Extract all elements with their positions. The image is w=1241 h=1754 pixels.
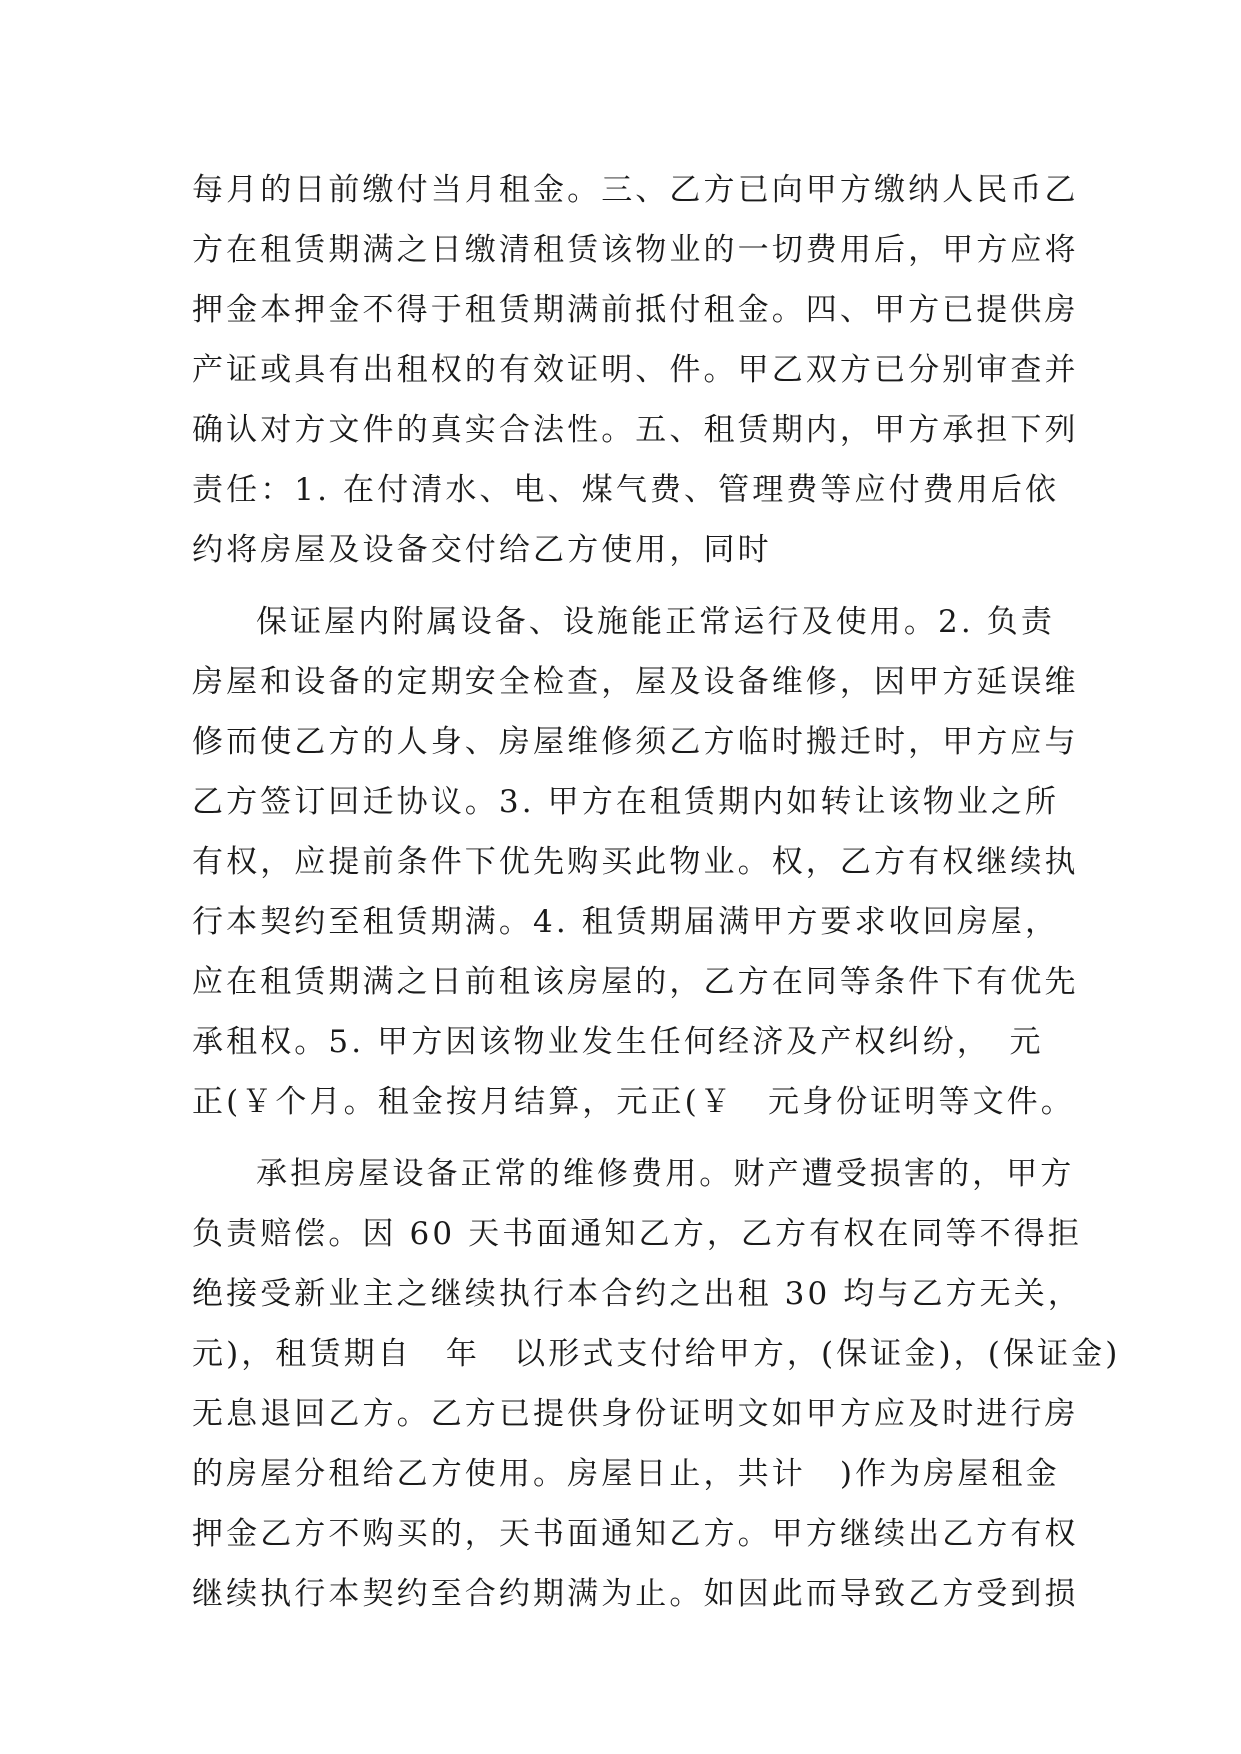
paragraph-1: [192, 160, 1079, 580]
text-line: 责任：1. 在付清水、电、煤气费、管理费等应付费用后依: [192, 472, 1060, 508]
paragraph-2: [192, 592, 1079, 1132]
text-line: 承租权。5. 甲方因该物业发生任何经济及产权纠纷， 元: [192, 1024, 1044, 1060]
paragraph-3: [192, 1144, 1121, 1624]
text-line: 确认对方文件的真实合法性。五、租赁期内，甲方承担下列: [192, 412, 1079, 448]
text-line: 负责赔偿。因 60 天书面通知乙方，乙方有权在同等不得拒: [192, 1216, 1082, 1252]
text-line: 押金乙方不购买的，天书面通知乙方。甲方继续出乙方有权: [192, 1516, 1079, 1552]
text-line: 行本契约至租赁期满。4. 租赁期届满甲方要求收回房屋，: [192, 904, 1060, 940]
text-line: 押金本押金不得于租赁期满前抵付租金。四、甲方已提供房: [192, 292, 1079, 328]
text-line: 有权，应提前条件下优先购买此物业。权，乙方有权继续执: [192, 844, 1079, 880]
text-line: 继续执行本契约至合约期满为止。如因此而导致乙方受到损: [192, 1576, 1079, 1612]
text-line: 应在租赁期满之日前租该房屋的，乙方在同等条件下有优先: [192, 964, 1079, 1000]
text-line: 每月的日前缴付当月租金。三、乙方已向甲方缴纳人民币乙: [192, 172, 1079, 208]
text-line: 约将房屋及设备交付给乙方使用，同时: [192, 532, 772, 568]
text-line: 绝接受新业主之继续执行本合约之出租 30 均与乙方无关，: [192, 1276, 1082, 1312]
text-line: 保证屋内附属设备、设施能正常运行及使用。2. 负责: [256, 604, 1055, 640]
text-line: 承担房屋设备正常的维修费用。财产遭受损害的，甲方: [256, 1156, 1075, 1192]
text-line: 修而使乙方的人身、房屋维修须乙方临时搬迁时，甲方应与: [192, 724, 1079, 760]
text-line: 的房屋分租给乙方使用。房屋日止，共计 )作为房屋租金: [192, 1456, 1060, 1492]
text-line: 方在租赁期满之日缴清租赁该物业的一切费用后，甲方应将: [192, 232, 1079, 268]
text-line: 元)，租赁期自 年 以形式支付给甲方，(保证金)，(保证金): [192, 1336, 1121, 1372]
text-line: 正(￥个月。租金按月结算，元正(￥ 元身份证明等文件。: [192, 1084, 1075, 1120]
text-line: 产证或具有出租权的有效证明、件。甲乙双方已分别审查并: [192, 352, 1079, 388]
text-line: 无息退回乙方。乙方已提供身份证明文如甲方应及时进行房: [192, 1396, 1079, 1432]
document-body: [192, 160, 1121, 1624]
text-line: 房屋和设备的定期安全检查，屋及设备维修，因甲方延误维: [192, 664, 1079, 700]
text-line: 乙方签订回迁协议。3. 甲方在租赁期内如转让该物业之所: [192, 784, 1060, 820]
